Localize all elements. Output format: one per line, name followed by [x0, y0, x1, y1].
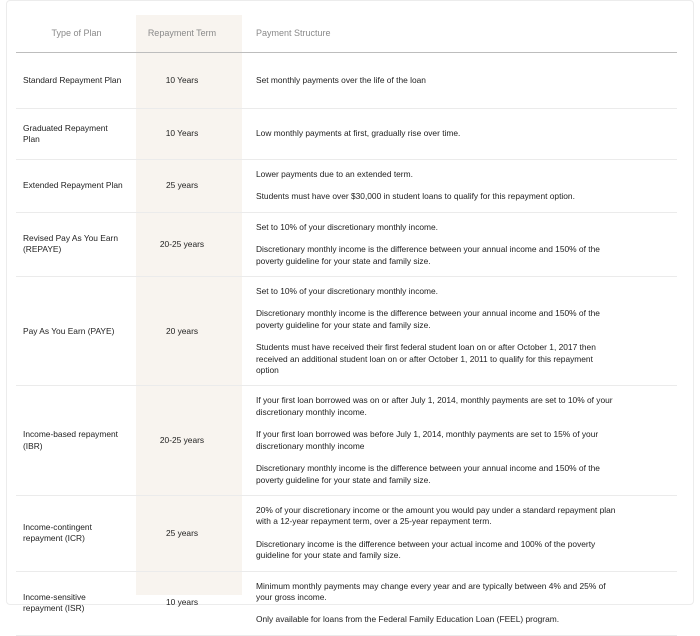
- table-row: [16, 277, 677, 386]
- plan-name: Income-sensitive repayment (ISR): [16, 571, 129, 635]
- structure-text: Set monthly payments over the life of the loan: [256, 74, 426, 85]
- structure-text: Set to 10% of your discretionary monthly income.: [256, 286, 439, 297]
- structure-text: 20% of your discretionary income or the amount you would pay under a standard repayment plan with a 12-year repayment term, over a 25-year repayment term.: [256, 504, 616, 527]
- structure-text: Low monthly payments at first, gradually rise over time.: [256, 128, 461, 139]
- payment-structure: [235, 277, 677, 386]
- structure-text: Students must have over $30,000 in student loans to qualify for this repayment option.: [256, 191, 575, 202]
- repayment-term: 20-25 years: [129, 386, 235, 495]
- repayment-plans-table: [16, 14, 677, 636]
- structure-text: Students must have received their first federal student loan on or after October 1, 2017 then received an additional student loan on or after October 1, 2011 to qualify for this repayment option: [256, 342, 596, 376]
- plan-name: Income-based repayment (IBR): [16, 386, 129, 495]
- table-row: [16, 571, 677, 635]
- header-type-of-plan: Type of Plan: [16, 14, 129, 53]
- table-row: [16, 53, 677, 109]
- repayment-term: 20-25 years: [129, 212, 235, 276]
- structure-text: Discretionary income is the difference between your actual income and 100% of the poverty guideline for your state and family size.: [256, 538, 596, 561]
- repayment-term: 10 Years: [129, 53, 235, 109]
- payment-structure: [235, 109, 677, 160]
- repayment-term: 10 years: [129, 571, 235, 635]
- table-row: [16, 495, 677, 571]
- structure-text: Lower payments due to an extended term.: [256, 169, 413, 179]
- repayment-term: 25 years: [129, 495, 235, 571]
- repayment-term: 10 Years: [129, 109, 235, 160]
- header-payment-structure: Payment Structure: [235, 14, 677, 53]
- table-row: [16, 386, 677, 495]
- table-row: [16, 109, 677, 160]
- plan-name: Income-contingent repayment (ICR): [16, 495, 129, 571]
- structure-text: Discretionary monthly income is the difference between your annual income and 150% of the poverty guideline for your state and family size.: [256, 308, 600, 330]
- structure-text: Only available for loans from the Federal Family Education Loan (FEEL) program.: [256, 614, 560, 625]
- payment-structure: [235, 386, 677, 495]
- payment-structure: [235, 212, 677, 276]
- structure-text: Discretionary monthly income is the difference between your annual income and 150% of the poverty guideline for your state and family size.: [256, 463, 600, 485]
- plan-name: Revised Pay As You Earn (REPAYE): [16, 212, 129, 276]
- repayment-term: 25 years: [129, 160, 235, 213]
- plan-name: Standard Repayment Plan: [16, 53, 129, 109]
- payment-structure: [235, 53, 677, 109]
- plan-name: Pay As You Earn (PAYE): [16, 277, 129, 386]
- structure-text: If your first loan borrowed was before July 1, 2014, monthly payments are set to 15% of your discretionary monthly income: [256, 429, 599, 451]
- header-repayment-term: Repayment Term: [129, 14, 235, 53]
- payment-structure: [235, 160, 677, 213]
- table-row: [16, 212, 677, 276]
- plan-name: Graduated Repayment Plan: [16, 109, 129, 160]
- repayment-term: 20 years: [129, 277, 235, 386]
- plan-name: Extended Repayment Plan: [16, 160, 129, 213]
- structure-text: If your first loan borrowed was on or after July 1, 2014, monthly payments are set to 10% of your discretionary monthly income.: [256, 395, 613, 417]
- structure-text: Set to 10% of your discretionary monthly income.: [256, 221, 439, 232]
- table-header-row: [16, 14, 677, 53]
- structure-text: Minimum monthly payments may change every year and are typically between 4% and 25% of your gross income.: [256, 580, 606, 602]
- structure-text: Discretionary monthly income is the difference between your annual income and 150% of the poverty guideline for your state and family size.: [256, 244, 600, 266]
- payment-structure: [235, 495, 677, 571]
- payment-structure: [235, 571, 677, 635]
- table-row: [16, 160, 677, 213]
